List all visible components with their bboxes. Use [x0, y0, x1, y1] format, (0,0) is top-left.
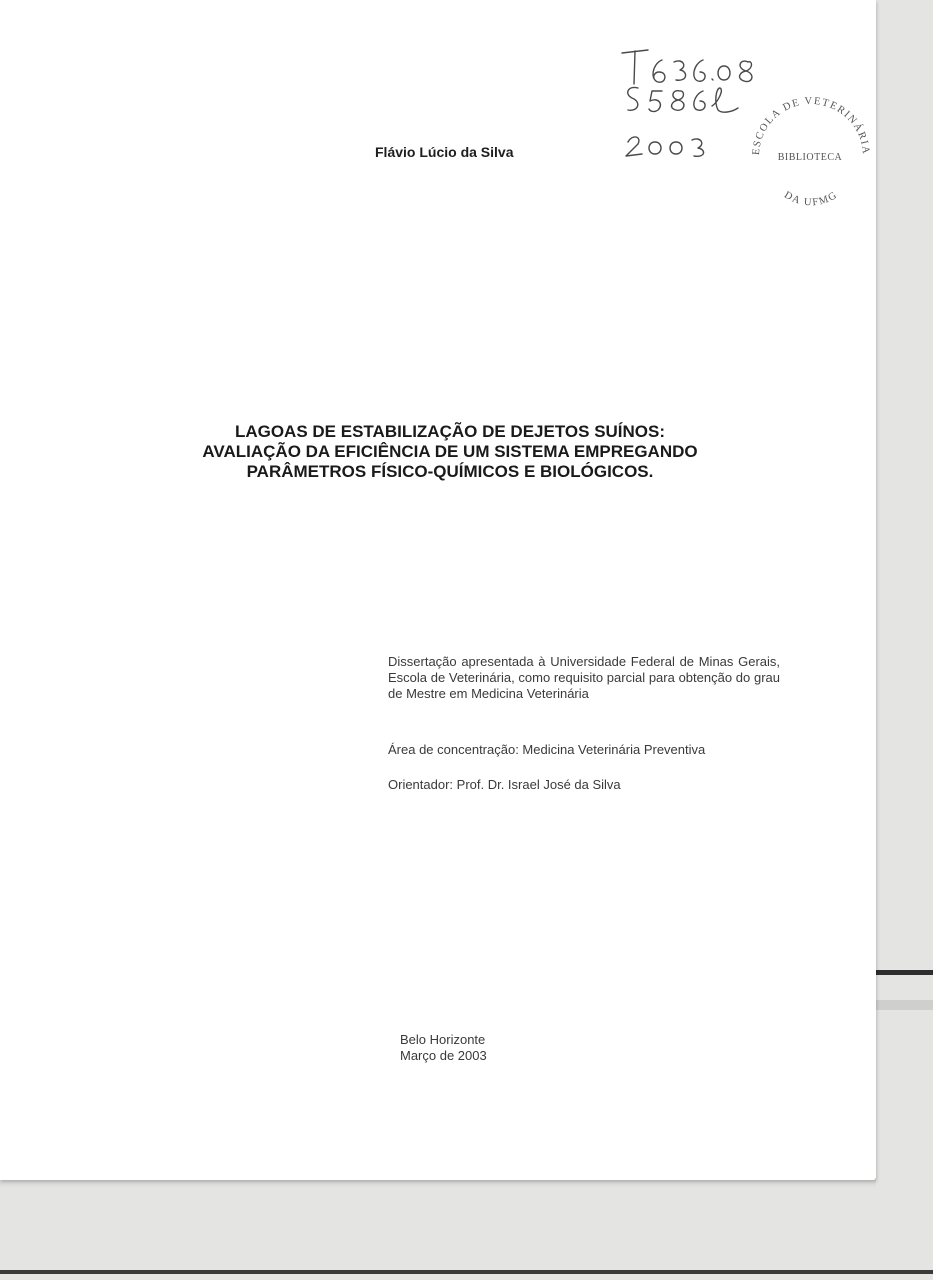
- title-line-3: PARÂMETROS FÍSICO-QUÍMICOS E BIOLÓGICOS.: [246, 462, 654, 481]
- scanner-margin-band: [876, 1000, 933, 1010]
- library-stamp: [745, 88, 875, 223]
- advisor: Orientador: Prof. Dr. Israel José da Silva: [388, 777, 621, 792]
- place-and-date: [400, 1032, 487, 1064]
- title-line-1: LAGOAS DE ESTABILIZAÇÃO DE DEJETOS SUÍNOS:: [234, 422, 666, 441]
- scanner-edge-line: [0, 1270, 933, 1274]
- svg-text:DA UFMG: [782, 190, 840, 209]
- stamp-top-text: ESCOLA DE VETERINÁRIA: [750, 95, 872, 156]
- scanner-margin-mark: [876, 970, 933, 975]
- dissertation-statement: Dissertação apresentada à Universidade Federal de Minas Gerais, Escola de Veterinária, como requisito parcial para obtenção do grau de Mestre em Medicina Veterinária: [388, 654, 780, 701]
- thesis-title: [150, 422, 750, 482]
- place: Belo Horizonte: [400, 1032, 486, 1047]
- concentration-area: Área de concentração: Medicina Veterinária Preventiva: [388, 742, 706, 757]
- title-line-2: AVALIAÇÃO DA EFICIÊNCIA DE UM SISTEMA EMPREGANDO: [202, 442, 698, 461]
- author-name: Flávio Lúcio da Silva: [375, 144, 514, 160]
- date: Março de 2003: [400, 1048, 487, 1063]
- stamp-bottom-text: DA UFMG: [782, 189, 840, 209]
- stamp-center-text: BIBLIOTECA: [777, 152, 843, 163]
- svg-text:ESCOLA DE VETERINÁRIA: [751, 96, 871, 156]
